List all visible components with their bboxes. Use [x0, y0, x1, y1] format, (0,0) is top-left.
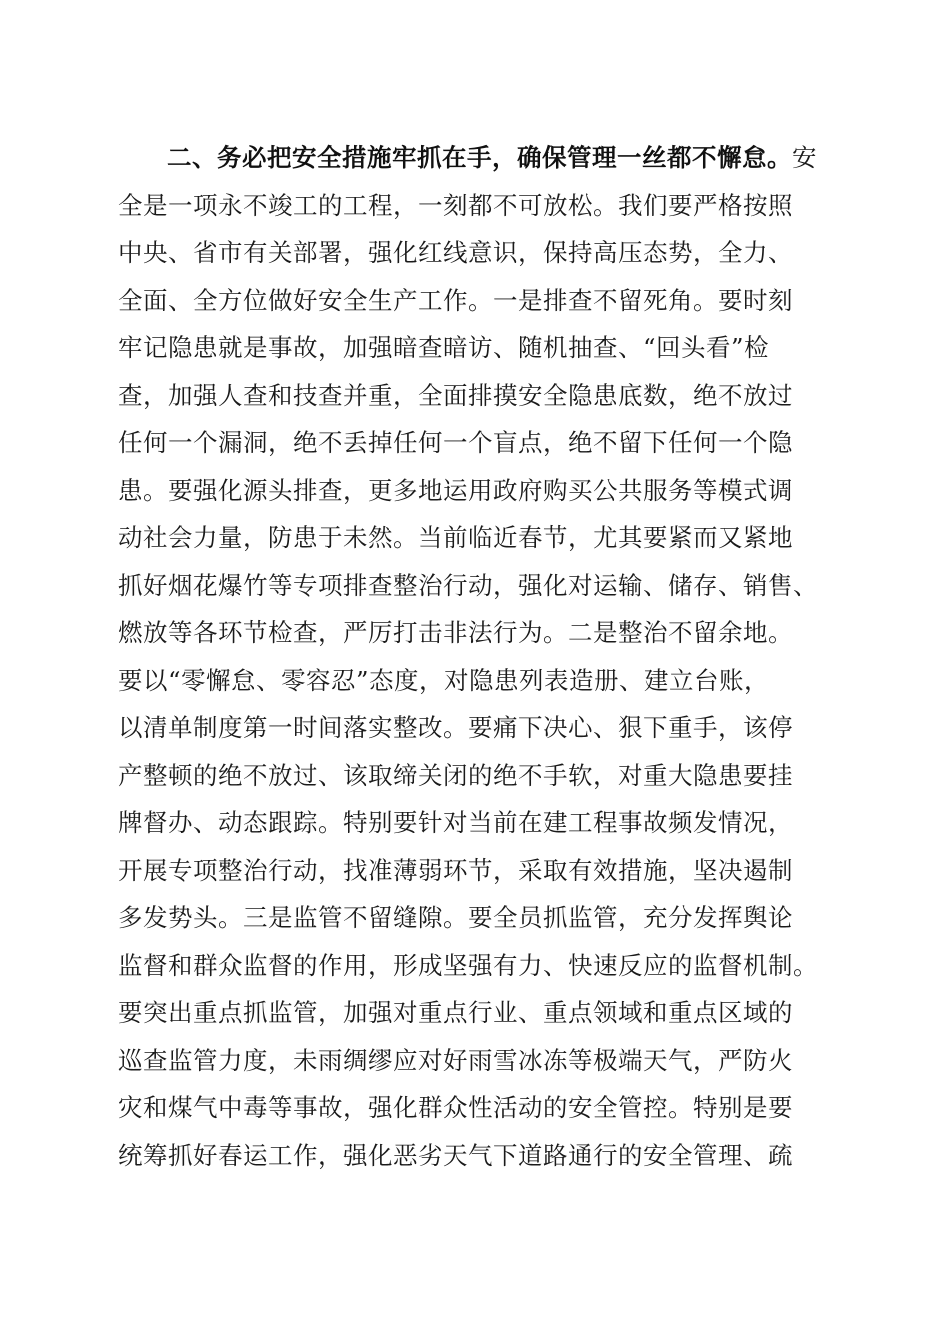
- text-line: 要突出重点抓监管，加强对重点行业、重点领域和重点区域的: [118, 998, 793, 1027]
- text-line: 任何一个漏洞，绝不丢掉任何一个盲点，绝不留下任何一个隐: [118, 428, 793, 457]
- section-heading: 二、务必把安全措施牢抓在手，确保管理一丝都不懈怠。: [167, 143, 792, 172]
- paragraph-first-line: [118, 134, 848, 182]
- text-line: 统筹抓好春运工作，强化恶劣天气下道路通行的安全管理、疏: [118, 1140, 793, 1170]
- text-line: 监督和群众监督的作用，形成坚强有力、快速反应的监督机制。: [118, 950, 818, 980]
- text-line: 牢记隐患就是事故，加强暗查暗访、随机抽查、“回头看”检: [118, 333, 770, 362]
- text-line: 全是一项永不竣工的工程，一刻都不可放松。我们要严格按照: [118, 190, 793, 220]
- text-line: 开展专项整治行动，找准薄弱环节，采取有效措施，坚决遏制: [118, 855, 793, 885]
- first-line-tail: 安: [792, 143, 817, 172]
- text-line: 以清单制度第一时间落实整改。要痛下决心、狠下重手，该停: [118, 713, 793, 742]
- text-line: 产整顿的绝不放过、该取缔关闭的绝不手软，对重大隐患要挂: [118, 760, 793, 790]
- text-line: 动社会力量，防患于未然。当前临近春节，尤其要紧而又紧地: [118, 523, 793, 552]
- text-line: 抓好烟花爆竹等专项排查整治行动，强化对运输、储存、销售、: [118, 570, 818, 600]
- text-line: 中央、省市有关部署，强化红线意识，保持高压态势，全力、: [118, 238, 793, 267]
- text-line: 查，加强人查和技查并重，全面排摸安全隐患底数，绝不放过: [118, 380, 793, 410]
- text-line: 多发势头。三是监管不留缝隙。要全员抓监管，充分发挥舆论: [118, 903, 793, 932]
- text-line: 灾和煤气中毒等事故，强化群众性活动的安全管控。特别是要: [118, 1093, 793, 1122]
- text-line: 要以“零懈怠、零容忍”态度，对隐患列表造册、建立台账，: [118, 665, 770, 695]
- text-line: 患。要强化源头排查，更多地运用政府购买公共服务等模式调: [118, 475, 793, 505]
- text-line: 巡查监管力度，未雨绸缪应对好雨雪冰冻等极端天气，严防火: [118, 1045, 793, 1075]
- text-line: 全面、全方位做好安全生产工作。一是排查不留死角。要时刻: [118, 285, 793, 315]
- text-line: 燃放等各环节检查，严厉打击非法行为。二是整治不留余地。: [118, 618, 793, 647]
- text-line: 牌督办、动态跟踪。特别要针对当前在建工程事故频发情况，: [118, 808, 793, 837]
- body-paragraph: [118, 134, 848, 1179]
